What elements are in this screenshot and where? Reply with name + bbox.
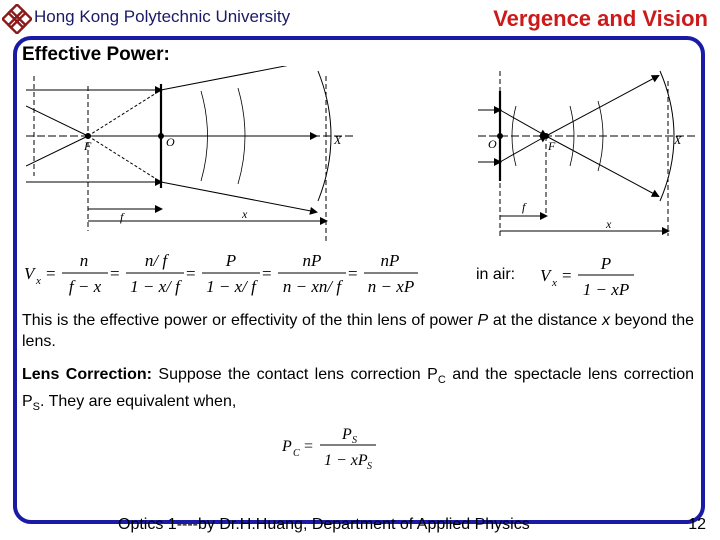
- svg-text:=: =: [262, 264, 272, 283]
- fraction-numerator: P: [342, 426, 352, 443]
- fraction-5: [364, 251, 418, 296]
- svg-text:=: =: [562, 266, 572, 285]
- effective-power-formula: [22, 246, 422, 302]
- lens-correction-formula: [280, 420, 380, 474]
- fraction-denominator: n − xP: [367, 277, 415, 296]
- formula-lhs: P: [282, 438, 292, 455]
- diagram-converging-lens: [26, 66, 366, 246]
- footer-text: Optics 1----by Dr.H.Huang, Department of Applied Physics: [118, 516, 530, 533]
- effective-power-description: This is the effective power or effectivity of the thin lens of power P at the distance x beyond the lens.: [22, 312, 695, 350]
- focal-point-label: F: [548, 139, 556, 153]
- svg-text:=: =: [46, 264, 56, 283]
- distance-label: x: [606, 217, 612, 231]
- formula-lhs-sub: x: [36, 275, 41, 287]
- institution-name: Hong Kong Polytechnic University: [34, 7, 291, 26]
- focal-length-label: f: [522, 200, 526, 214]
- focal-length-label: f: [120, 210, 124, 224]
- fraction-numerator: P: [225, 251, 237, 270]
- formula-lhs: V: [24, 264, 35, 283]
- formula-lhs-sub: x: [552, 277, 557, 289]
- fraction-denominator-sub: S: [367, 461, 372, 472]
- lens-center-label: O: [166, 135, 175, 149]
- in-air-formula: [538, 250, 638, 304]
- formula-lhs-sub: C: [293, 448, 300, 459]
- image-point-label: X: [674, 133, 682, 147]
- fraction-2: [126, 251, 184, 296]
- svg-text:=: =: [304, 438, 314, 455]
- fraction-numerator: P: [600, 254, 612, 273]
- fraction-denominator: 1 − xP: [582, 280, 630, 299]
- fraction-numerator: n: [79, 251, 89, 270]
- university-logo: [2, 4, 32, 34]
- fraction-numerator-sub: S: [352, 435, 357, 446]
- fraction-denominator: 1 − x/ f: [130, 277, 180, 296]
- fraction-numerator: nP: [380, 251, 400, 270]
- fraction-numerator: nP: [302, 251, 322, 270]
- fraction-denominator: 1 − xP: [324, 452, 368, 469]
- fraction-denominator: n − xn/ f: [282, 277, 342, 296]
- page-number: 12: [688, 516, 706, 533]
- fraction-denominator: f − x: [68, 277, 102, 296]
- svg-text:=: =: [186, 264, 196, 283]
- lens-correction-description: Lens Correction: Suppose the contact lens correction $P_C$ and the spectacle lens correction $P_S$. They are equivalent when,: [22, 366, 695, 414]
- fraction-3: [202, 251, 260, 296]
- fraction-1: [62, 251, 108, 296]
- svg-text:=: =: [348, 264, 358, 283]
- distance-label: x: [242, 207, 248, 221]
- diagram-diverging-lens: [478, 66, 700, 242]
- image-point-label: X: [334, 133, 342, 147]
- fraction-4: [278, 251, 346, 296]
- section-heading: Effective Power:: [22, 44, 170, 65]
- svg-text:=: =: [110, 264, 120, 283]
- focal-point-label: F: [84, 139, 92, 153]
- in-air-label: in air:: [476, 266, 516, 283]
- formula-lhs: V: [540, 266, 551, 285]
- fraction-denominator: 1 − x/ f: [206, 277, 256, 296]
- fraction-numerator: n/ f: [144, 251, 168, 270]
- lens-center-label: O: [488, 137, 497, 151]
- slide-title: Vergence and Vision: [493, 6, 708, 31]
